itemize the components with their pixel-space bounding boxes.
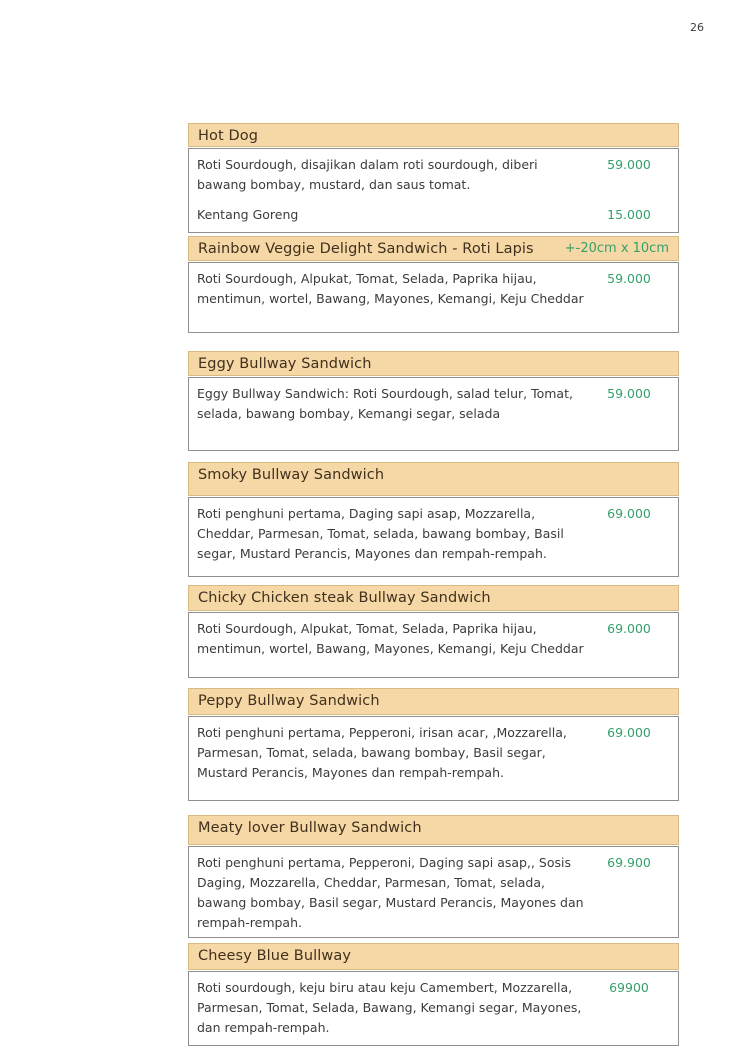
menu-section-title: Chicky Chicken steak Bullway Sandwich: [198, 590, 491, 606]
menu-section-hot-dog: [188, 123, 679, 233]
menu-item: [197, 269, 678, 309]
menu-item-price: 69.000: [607, 506, 651, 521]
menu-section-header: [188, 585, 679, 611]
menu-item: [197, 205, 678, 225]
menu-section-eggy-bullway: [188, 351, 679, 451]
menu-section-peppy-bullway: [188, 688, 679, 801]
menu-section-header: [188, 688, 679, 715]
menu-section-body: [188, 971, 679, 1046]
menu-item: [197, 504, 678, 564]
menu-item-description: Roti sourdough, keju biru atau keju Camembert, Mozzarella, Parmesan, Tomat, Selada, Bawang, Kemangi segar, Mayones, dan rempah-rempah.: [197, 980, 582, 1035]
menu-item: [197, 155, 678, 195]
menu-item: [197, 619, 678, 659]
menu-section-header: [188, 815, 679, 845]
menu-page-content: [188, 123, 679, 1046]
menu-section-title: Meaty lover Bullway Sandwich: [198, 820, 422, 836]
menu-item: [197, 978, 678, 1038]
menu-section-dimension: +-20cm x 10cm: [564, 241, 669, 256]
menu-section-header: [188, 123, 679, 147]
menu-item-price: 69.000: [607, 725, 651, 740]
menu-item-description: Roti Sourdough, Alpukat, Tomat, Selada, Paprika hijau, mentimun, wortel, Bawang, Mayones, Kemangi, Keju Cheddar: [197, 271, 584, 306]
menu-section-chicky-chicken: [188, 585, 679, 678]
menu-section-meaty-lover: [188, 815, 679, 938]
menu-section-body: [188, 262, 679, 333]
menu-item-description: Eggy Bullway Sandwich: Roti Sourdough, salad telur, Tomat, selada, bawang bombay, Kemangi segar, selada: [197, 386, 573, 421]
menu-section-title: Rainbow Veggie Delight Sandwich - Roti Lapis: [198, 241, 534, 257]
menu-section-body: [188, 716, 679, 801]
menu-item-description: Roti Sourdough, Alpukat, Tomat, Selada, Paprika hijau, mentimun, wortel, Bawang, Mayones, Kemangi, Keju Cheddar: [197, 621, 584, 656]
menu-item-description: Roti penghuni pertama, Pepperoni, Daging sapi asap,, Sosis Daging, Mozzarella, Cheddar, Parmesan, Tomat, selada, bawang bombay, Basil segar, Mustard Perancis, Mayones dan rempah-rempah.: [197, 855, 584, 930]
menu-item-description: Roti penghuni pertama, Daging sapi asap, Mozzarella, Cheddar, Parmesan, Tomat, selada, bawang bombay, Basil segar, Mustard Perancis, Mayones dan rempah-rempah.: [197, 506, 564, 561]
menu-item-price: 69.900: [607, 855, 651, 870]
menu-section-body: [188, 612, 679, 678]
menu-section-header: [188, 236, 679, 261]
menu-section-body: [188, 846, 679, 938]
menu-item-price: 15.000: [607, 207, 651, 222]
menu-item-price: 69.000: [607, 621, 651, 636]
menu-section-body: [188, 377, 679, 451]
menu-section-rainbow-veggie: [188, 236, 679, 333]
menu-item-price: 59.000: [607, 386, 651, 401]
menu-item-price: 69900: [609, 980, 649, 995]
menu-item-price: 59.000: [607, 157, 651, 172]
menu-section-header: [188, 943, 679, 970]
menu-item-price: 59.000: [607, 271, 651, 286]
menu-section-title: Cheesy Blue Bullway: [198, 948, 352, 964]
menu-item-description: Kentang Goreng: [197, 207, 299, 222]
menu-section-body: [188, 497, 679, 577]
menu-section-title: Hot Dog: [198, 128, 259, 144]
menu-item-description: Roti penghuni pertama, Pepperoni, irisan acar, ,Mozzarella, Parmesan, Tomat, selada, bawang bombay, Basil segar, Mustard Perancis, Mayones dan rempah-rempah.: [197, 725, 567, 780]
menu-section-body: [188, 148, 679, 233]
menu-item: [197, 384, 678, 424]
menu-section-title: Peppy Bullway Sandwich: [198, 693, 380, 709]
page-number: 26: [690, 21, 704, 34]
menu-item-description: Roti Sourdough, disajikan dalam roti sourdough, diberi bawang bombay, mustard, dan saus tomat.: [197, 157, 538, 192]
menu-item: [197, 723, 678, 783]
menu-section-smoky-bullway: [188, 462, 679, 577]
menu-section-cheesy-blue: [188, 943, 679, 1046]
menu-item: [197, 853, 678, 933]
menu-section-header: [188, 462, 679, 496]
menu-section-title: Eggy Bullway Sandwich: [198, 356, 372, 372]
menu-section-header: [188, 351, 679, 376]
menu-section-title: Smoky Bullway Sandwich: [198, 467, 385, 483]
